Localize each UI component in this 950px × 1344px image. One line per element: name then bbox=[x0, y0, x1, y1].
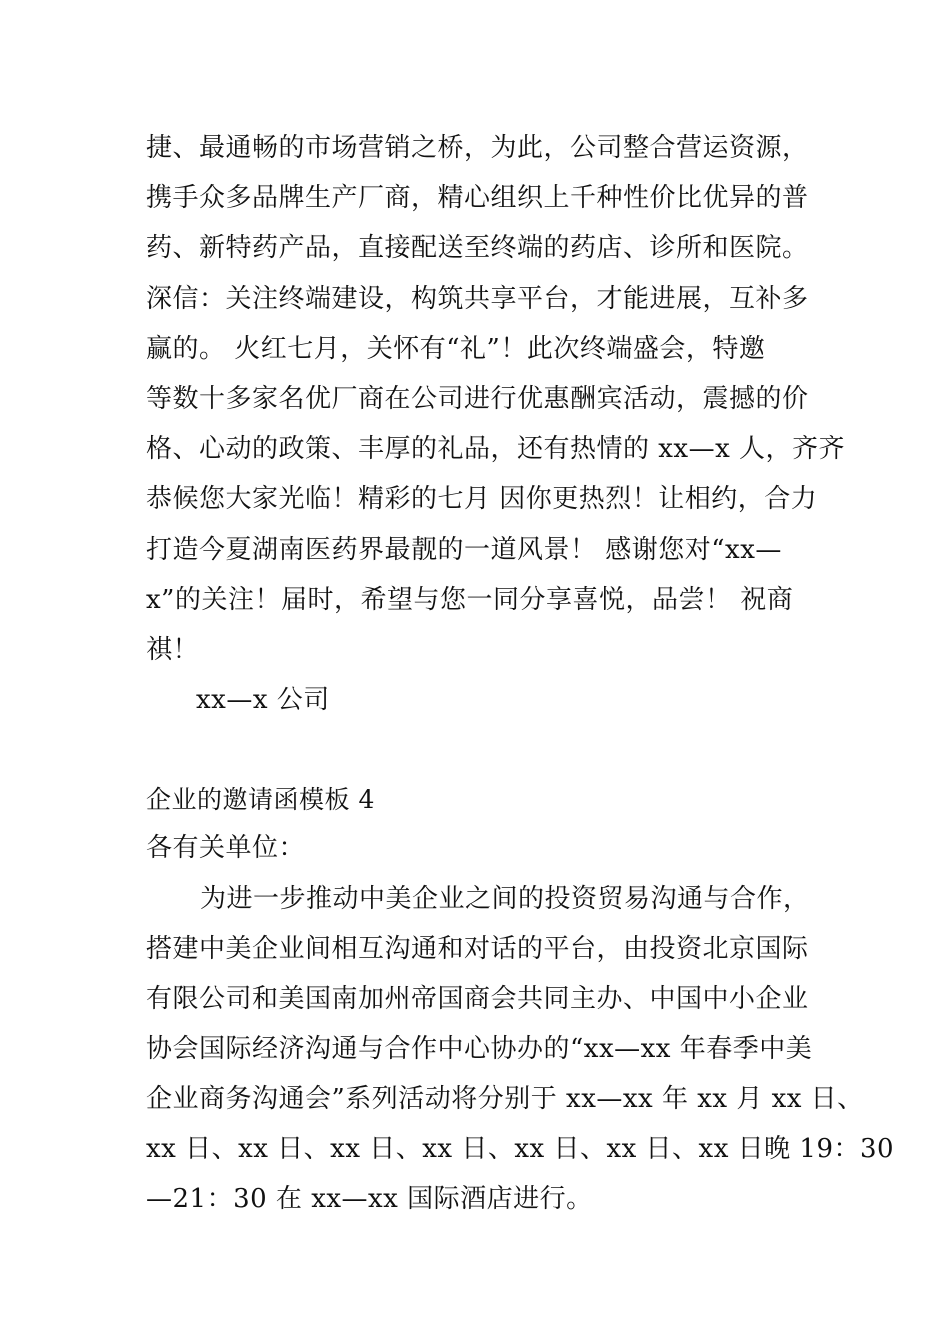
paragraph-line: 等数十多家名优厂商在公司进行优惠酬宾活动，震撼的价 bbox=[146, 384, 809, 414]
paragraph-line: 有限公司和美国南加州帝国商会共同主办、中国中小企业 bbox=[146, 984, 809, 1014]
paragraph-line: 搭建中美企业间相互沟通和对话的平台，由投资北京国际 bbox=[146, 934, 809, 964]
paragraph-line: 恭候您大家光临！精彩的七月 因你更热烈！让相约，合力 bbox=[146, 484, 818, 514]
section-title: 企业的邀请函模板 4 bbox=[146, 785, 375, 814]
signature: xx—x 公司 bbox=[196, 685, 330, 715]
paragraph-line: 祺！ bbox=[146, 635, 200, 665]
paragraph-line: 格、心动的政策、丰厚的礼品，还有热情的 xx—x 人，齐齐 bbox=[146, 434, 846, 464]
paragraph-line: 深信：关注终端建设，构筑共享平台，才能进展，互补多 bbox=[146, 284, 809, 314]
paragraph-line: 赢的。 火红七月，关怀有“礼”！此次终端盛会，特邀 bbox=[146, 334, 766, 364]
salutation: 各有关单位： bbox=[146, 833, 306, 863]
paragraph-line: 药、新特药产品，直接配送至终端的药店、诊所和医院。 bbox=[146, 233, 809, 263]
paragraph-line: 携手众多品牌生产厂商，精心组织上千种性价比优异的普 bbox=[146, 183, 809, 213]
paragraph-line: 协会国际经济沟通与合作中心协办的“xx—xx 年春季中美 bbox=[146, 1034, 813, 1064]
paragraph-line: x”的关注！届时，希望与您一同分享喜悦，品尝！ 祝商 bbox=[146, 585, 794, 615]
paragraph-line: —21：30 在 xx—xx 国际酒店进行。 bbox=[146, 1184, 593, 1214]
paragraph-line: 企业商务沟通会”系列活动将分别于 xx—xx 年 xx 月 xx 日、 bbox=[146, 1084, 864, 1114]
paragraph-line: 捷、最通畅的市场营销之桥，为此，公司整合营运资源， bbox=[146, 133, 809, 163]
paragraph-line: xx 日、xx 日、xx 日、xx 日、xx 日、xx 日、xx 日晚 19：30 bbox=[146, 1134, 895, 1164]
paragraph-line: 打造今夏湖南医药界最靓的一道风景！ 感谢您对“xx— bbox=[146, 535, 782, 565]
paragraph-line: 为进一步推动中美企业之间的投资贸易沟通与合作， bbox=[200, 884, 810, 914]
